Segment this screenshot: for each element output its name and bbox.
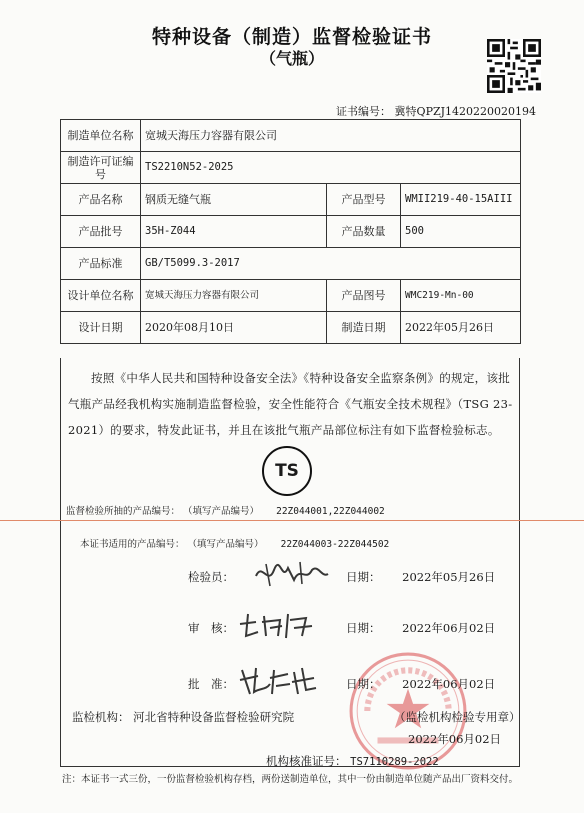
approver-date-label: 日期： bbox=[346, 677, 381, 691]
sampled-label: 监督检验所抽的产品编号： bbox=[66, 506, 181, 517]
ts-mark-text: TS bbox=[275, 461, 299, 481]
certificate-number-value: 冀特QPZJ1420220020194 bbox=[394, 105, 536, 118]
quantity-label: 产品数量 bbox=[327, 216, 401, 248]
mfg-date-value: 2022年05月26日 bbox=[401, 312, 521, 344]
drawing-value: WMC219-Mn-00 bbox=[401, 280, 521, 312]
ts-inspection-mark bbox=[262, 446, 312, 496]
inspector-date-label: 日期： bbox=[346, 570, 381, 584]
design-date-value: 2020年08月10日 bbox=[141, 312, 327, 344]
certificate-info-table bbox=[60, 119, 521, 344]
approver-signature-icon bbox=[236, 660, 320, 700]
reviewer-date-value: 2022年06月02日 bbox=[402, 621, 496, 635]
manufacturer-label: 制造单位名称 bbox=[61, 120, 141, 152]
batch-value: 35H-Z044 bbox=[141, 216, 327, 248]
reviewer-date bbox=[346, 620, 495, 636]
table-row bbox=[61, 312, 521, 344]
table-row bbox=[61, 152, 521, 184]
seal-date: 2022年06月02日 bbox=[408, 732, 502, 746]
mfg-date-label: 制造日期 bbox=[327, 312, 401, 344]
inspector-date bbox=[346, 569, 495, 585]
approver-label: 批 准： bbox=[188, 677, 234, 691]
reviewer-signature-icon bbox=[236, 606, 318, 642]
seal-caption: （监检机构检验专用章） bbox=[394, 710, 521, 724]
sampled-hint: （填写产品编号） bbox=[183, 506, 260, 517]
designer-label: 设计单位名称 bbox=[61, 280, 141, 312]
designer-value: 宽城天海压力容器有限公司 bbox=[141, 280, 327, 312]
applicable-hint: （填写产品编号） bbox=[187, 539, 264, 550]
design-date-label: 设计日期 bbox=[61, 312, 141, 344]
table-row bbox=[61, 280, 521, 312]
sampled-value: 22Z044001,22Z044002 bbox=[276, 506, 385, 517]
table-row bbox=[61, 248, 521, 280]
footer-note: 注：本证书一式三份，一份监督检验机构存档，两份送制造单位，其中一份由制造单位随产品出厂资料交付。 bbox=[62, 774, 519, 785]
drawing-label: 产品图号 bbox=[327, 280, 401, 312]
certificate-number bbox=[336, 103, 536, 119]
agency-value: 河北省特种设备监督检验研究院 bbox=[133, 710, 295, 724]
license-value: TS2210N52-2025 bbox=[141, 152, 521, 184]
inspector-label: 检验员： bbox=[188, 570, 234, 584]
model-label: 产品型号 bbox=[327, 184, 401, 216]
reviewer-label: 审 核： bbox=[188, 621, 234, 635]
manufacturer-value: 宽城天海压力容器有限公司 bbox=[141, 120, 521, 152]
standard-label: 产品标准 bbox=[61, 248, 141, 280]
sampled-products-row bbox=[66, 503, 385, 517]
batch-label: 产品批号 bbox=[61, 216, 141, 248]
table-row bbox=[61, 184, 521, 216]
approval-number-label: 机构核准证号： bbox=[266, 754, 347, 768]
inspector-date-value: 2022年05月26日 bbox=[402, 570, 496, 584]
certification-statement: 按照《中华人民共和国特种设备安全法》《特种设备安全监察条例》的规定，该批气瓶产品经我机构实施制造监督检验，安全性能符合《气瓶安全技术规程》（TSG 23-2021）的要求，特发此证书，并且在该批气瓶产品部位标注有如下监督检验标志。 bbox=[68, 371, 513, 437]
approval-number-row bbox=[266, 753, 439, 769]
applicable-value: 22Z044003-22Z044502 bbox=[280, 539, 390, 550]
approver-date-value: 2022年06月02日 bbox=[402, 677, 496, 691]
page-subtitle: （气瓶） bbox=[259, 49, 324, 68]
product-name-label: 产品名称 bbox=[61, 184, 141, 216]
qr-code-icon[interactable] bbox=[487, 39, 541, 93]
table-row bbox=[61, 120, 521, 152]
applicable-label: 本证书适用的产品编号： bbox=[80, 539, 185, 550]
quantity-value: 500 bbox=[401, 216, 521, 248]
standard-value: GB/T5099.3-2017 bbox=[141, 248, 521, 280]
agency-label: 监检机构： bbox=[72, 710, 130, 724]
table-row bbox=[61, 216, 521, 248]
license-label: 制造许可证编号 bbox=[61, 152, 141, 184]
approval-number-value: TS7110289-2022 bbox=[350, 756, 439, 768]
product-name-value: 钢质无缝气瓶 bbox=[141, 184, 327, 216]
approver-date bbox=[346, 676, 495, 692]
model-value: WMII219-40-15AIII bbox=[401, 184, 521, 216]
divider bbox=[0, 520, 584, 521]
certificate-number-label: 证书编号： bbox=[336, 105, 392, 118]
agency-row bbox=[72, 709, 294, 725]
applicable-products-row bbox=[80, 536, 389, 550]
reviewer-date-label: 日期： bbox=[346, 621, 381, 635]
page-title: 特种设备（制造）监督检验证书 bbox=[151, 26, 432, 48]
inspector-signature-icon bbox=[252, 556, 332, 590]
